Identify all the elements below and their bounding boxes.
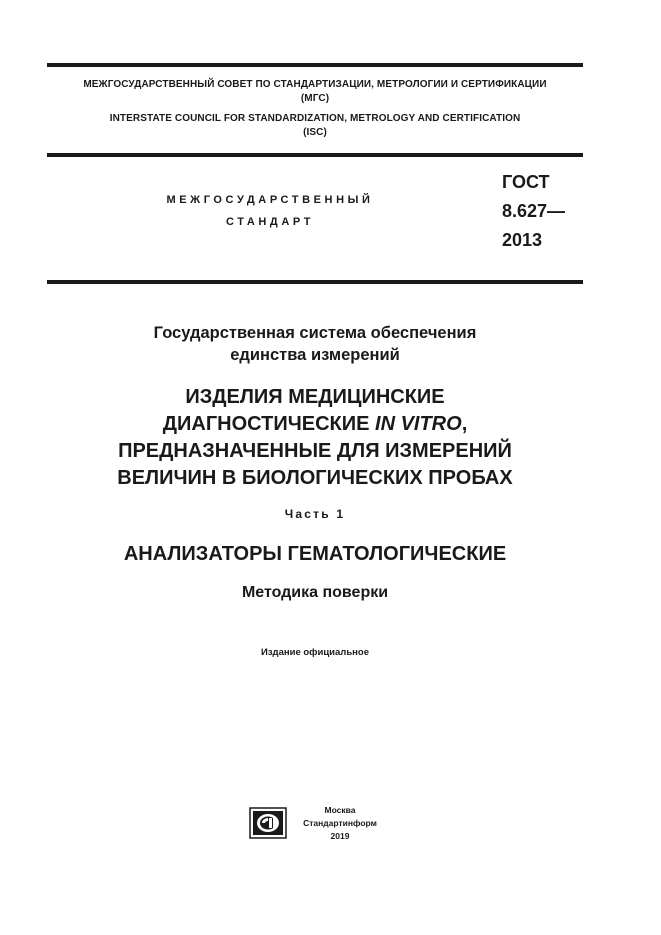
standard-kind-line1: МЕЖГОСУДАРСТВЕННЫЙ — [166, 194, 374, 206]
top-rule — [47, 63, 583, 67]
publisher-name: Стандартинформ — [303, 818, 377, 828]
system-title — [47, 322, 583, 366]
council-en-name: INTERSTATE COUNCIL FOR STANDARDIZATION, METROLOGY AND CERTIFICATION — [109, 113, 521, 124]
standartinform-logo-icon — [249, 807, 287, 839]
publisher-city: Москва — [324, 805, 356, 815]
main-title-in-vitro: IN VITRO — [375, 413, 462, 435]
header-bottom-rule — [47, 280, 583, 284]
main-title — [47, 384, 583, 492]
council-ru-abbr: (МГС) — [300, 93, 330, 104]
method-title: Методика поверки — [241, 584, 389, 601]
edition-label: Издание официальное — [261, 647, 369, 658]
gost-prefix: ГОСТ — [502, 172, 550, 192]
main-title-line1: ИЗДЕЛИЯ МЕДИЦИНСКИЕ — [185, 386, 445, 408]
subtitle: АНАЛИЗАТОРЫ ГЕМАТОЛОГИЧЕСКИЕ — [123, 543, 507, 565]
council-en-abbr: (ISC) — [303, 127, 327, 138]
system-title-line2: единства измерений — [230, 346, 400, 364]
council-block — [47, 78, 583, 140]
gost-year: 2013 — [502, 230, 543, 250]
standard-kind-line2: СТАНДАРТ — [225, 216, 315, 228]
main-title-line4: ВЕЛИЧИН В БИОЛОГИЧЕСКИХ ПРОБАХ — [117, 467, 513, 489]
main-title-line2 — [47, 411, 583, 438]
logo-graphic — [249, 807, 287, 839]
part-label: Часть 1 — [284, 507, 346, 521]
gost-designation — [502, 168, 565, 255]
publisher-year: 2019 — [330, 831, 350, 841]
publisher-block — [300, 804, 380, 843]
main-title-line2-comma: , — [461, 413, 468, 435]
main-title-line2-text: ДИАГНОСТИЧЕСКИЕ — [162, 413, 376, 435]
council-ru-name: МЕЖГОСУДАРСТВЕННЫЙ СОВЕТ ПО СТАНДАРТИЗАЦИИ, МЕТРОЛОГИИ И СЕРТИФИКАЦИИ — [83, 79, 547, 90]
council-bottom-rule — [47, 153, 583, 157]
standard-kind — [140, 189, 400, 233]
gost-number: 8.627— — [502, 201, 566, 221]
system-title-line1: Государственная система обеспечения — [153, 324, 477, 342]
main-title-line3: ПРЕДНАЗНАЧЕННЫЕ ДЛЯ ИЗМЕРЕНИЙ — [118, 440, 512, 462]
